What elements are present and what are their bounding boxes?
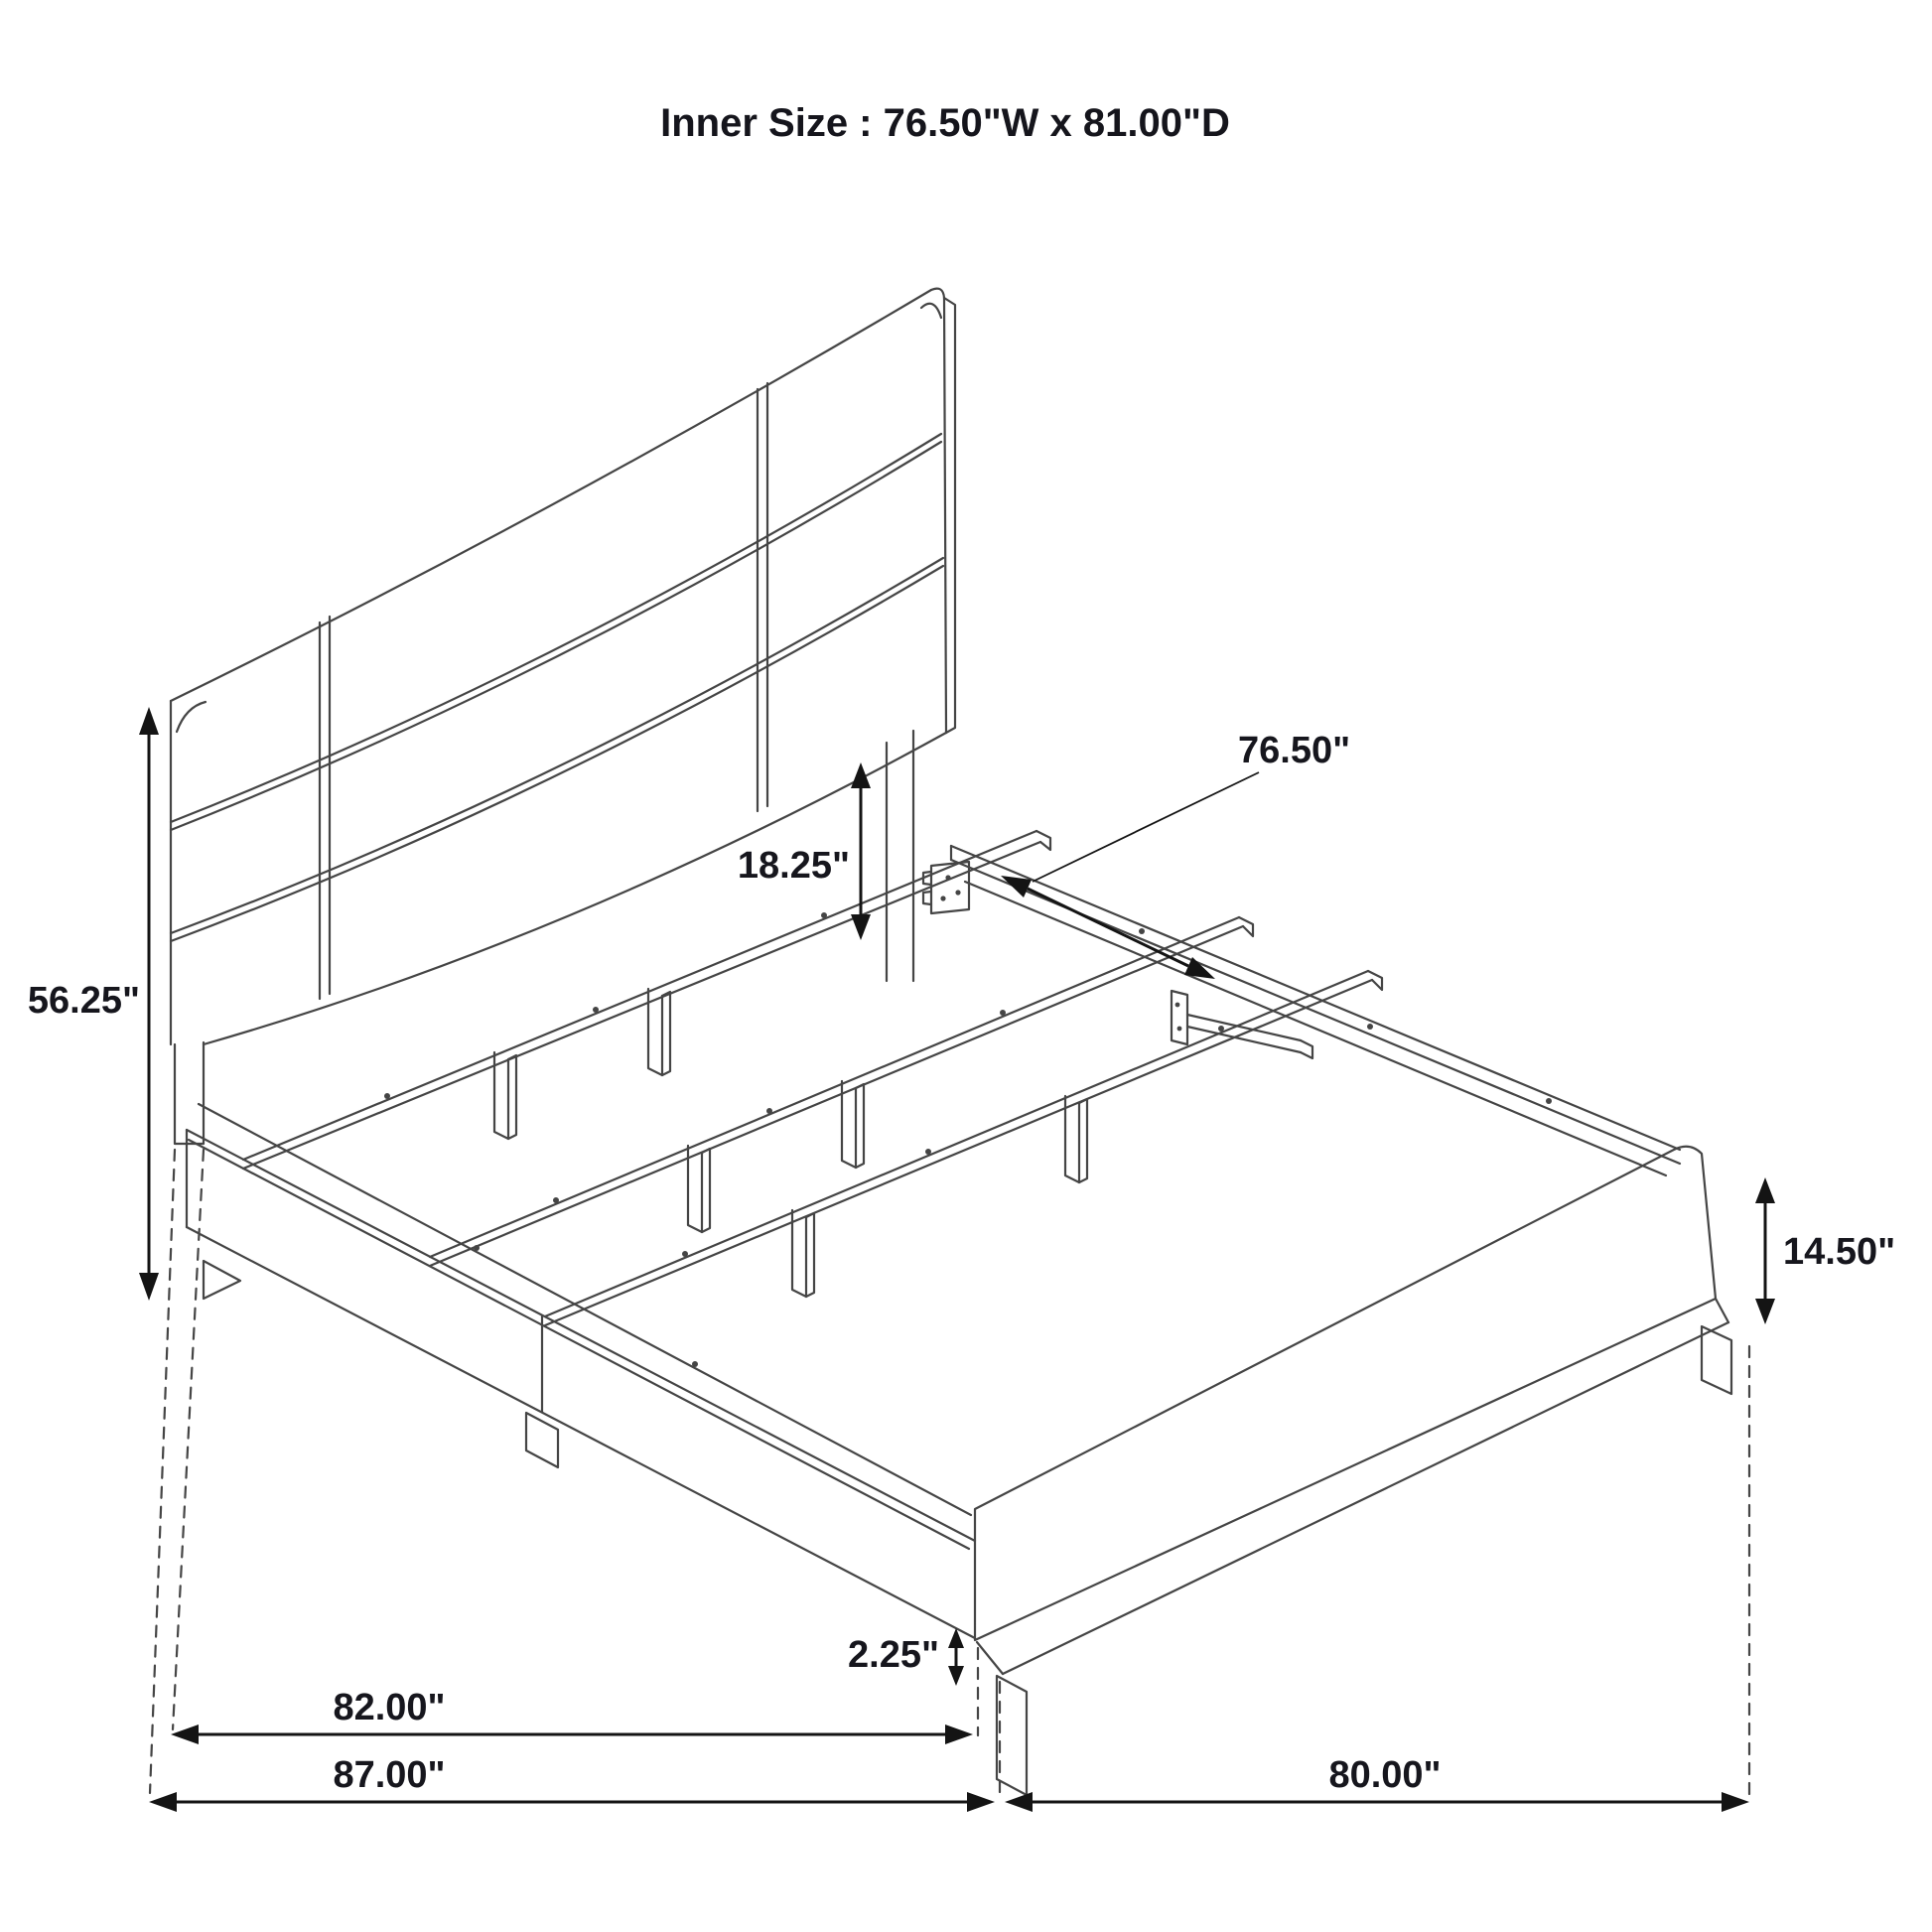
dim-inner-width [1001, 730, 1350, 979]
footboard-right-foot [1702, 1326, 1731, 1394]
svg-text:87.00": 87.00" [333, 1754, 446, 1796]
svg-text:80.00": 80.00" [1328, 1754, 1442, 1796]
dim-frame-length [171, 1687, 973, 1744]
svg-text:76.50": 76.50" [1238, 730, 1351, 771]
dim-headboard-height [28, 707, 159, 1301]
footboard [975, 1147, 1731, 1795]
diagram-title: Inner Size : 76.50"W x 81.00"D [660, 101, 1230, 145]
svg-text:82.00": 82.00" [333, 1687, 446, 1728]
headboard-left-leg [175, 1042, 204, 1144]
cross-rail-b [430, 917, 1253, 1266]
headboard-right-leg [887, 731, 913, 981]
footboard-left-foot [997, 1676, 1027, 1795]
svg-text:18.25": 18.25" [737, 845, 850, 887]
side-rail-board [187, 1130, 975, 1638]
dim-footboard-height [1755, 1177, 1895, 1324]
svg-text:14.50": 14.50" [1783, 1231, 1896, 1273]
side-rail-foot [526, 1413, 558, 1467]
headboard [171, 289, 955, 1044]
rail-corner-gusset [204, 1261, 240, 1299]
back-side-rail [951, 846, 1680, 1175]
svg-text:2.25": 2.25" [848, 1634, 939, 1676]
dim-overall-depth [149, 1754, 995, 1812]
svg-text:56.25": 56.25" [27, 980, 140, 1022]
dim-base-height [848, 1628, 964, 1686]
dim-footboard-width [1005, 1754, 1749, 1812]
